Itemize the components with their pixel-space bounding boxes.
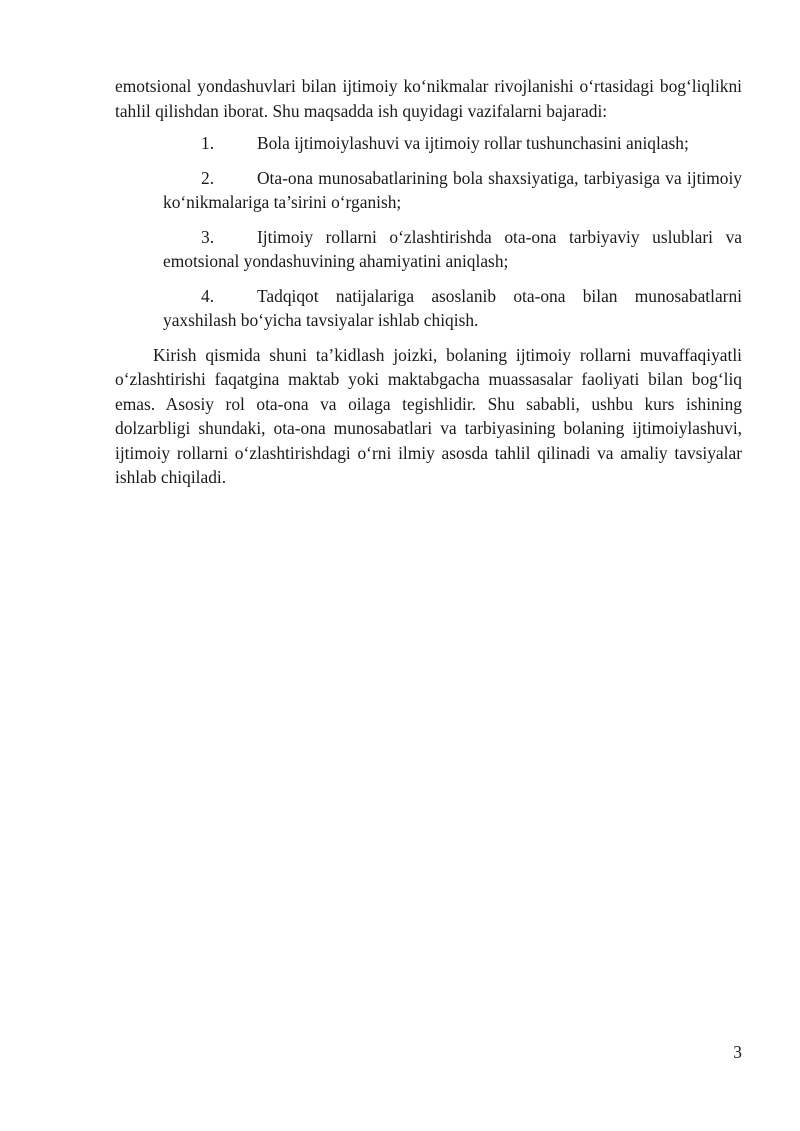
task-number: 3.	[201, 226, 215, 247]
body-paragraph: Kirish qismida shuni ta’kidlash joizki, bolaning ijtimoiy rollarni muvaffaqiyatli o‘zlashtirishi faqatgina maktab yoki maktabgacha muassasalar faoliyati bilan bog‘liq emas. Asosiy rol ota-ona va oilaga tegishlidir. Shu sababli, ushbu kurs ishining dolzarbligi shundaki, ota-ona munosabatlari va tarbiyasining bolaning ijtimoiylashuvi, ijtimoiy rollarni o‘zlashtirishdagi o‘rni ilmiy asosda tahlil qilinadi va amaliy tavsiyalar ishlab chiqiladi.	[115, 344, 742, 487]
task-text: Tadqiqot natijalariga asoslanib ota-ona bilan munosabatlarni yaxshilash bo‘yicha tavsiyalar ishlab chiqish.	[163, 285, 742, 330]
task-item	[115, 225, 742, 274]
task-text: Bola ijtimoiylashuvi va ijtimoiy rollar tushunchasini aniqlash;	[257, 133, 689, 153]
task-number: 4.	[201, 285, 215, 306]
task-text: Ijtimoiy rollarni o‘zlashtirishda ota-ona tarbiyaviy uslublari va emotsional yondashuvining ahamiyatini aniqlash;	[163, 226, 742, 271]
page-number: 3	[733, 1042, 742, 1062]
task-item	[115, 166, 742, 215]
page-body	[115, 74, 742, 490]
task-list	[115, 131, 742, 333]
intro-paragraph: emotsional yondashuvlari bilan ijtimoiy ko‘nikmalar rivojlanishi o‘rtasidagi bog‘liqlikni tahlil qilishdan iborat. Shu maqsadda ish quyidagi vazifalarni bajaradi:	[115, 76, 742, 121]
task-number: 2.	[201, 167, 215, 188]
task-number: 1.	[201, 133, 215, 153]
task-text: Ota-ona munosabatlarining bola shaxsiyatiga, tarbiyasiga va ijtimoiy ko‘nikmalariga ta’sirini o‘rganish;	[163, 167, 742, 212]
task-item	[115, 284, 742, 333]
task-item	[115, 131, 742, 156]
